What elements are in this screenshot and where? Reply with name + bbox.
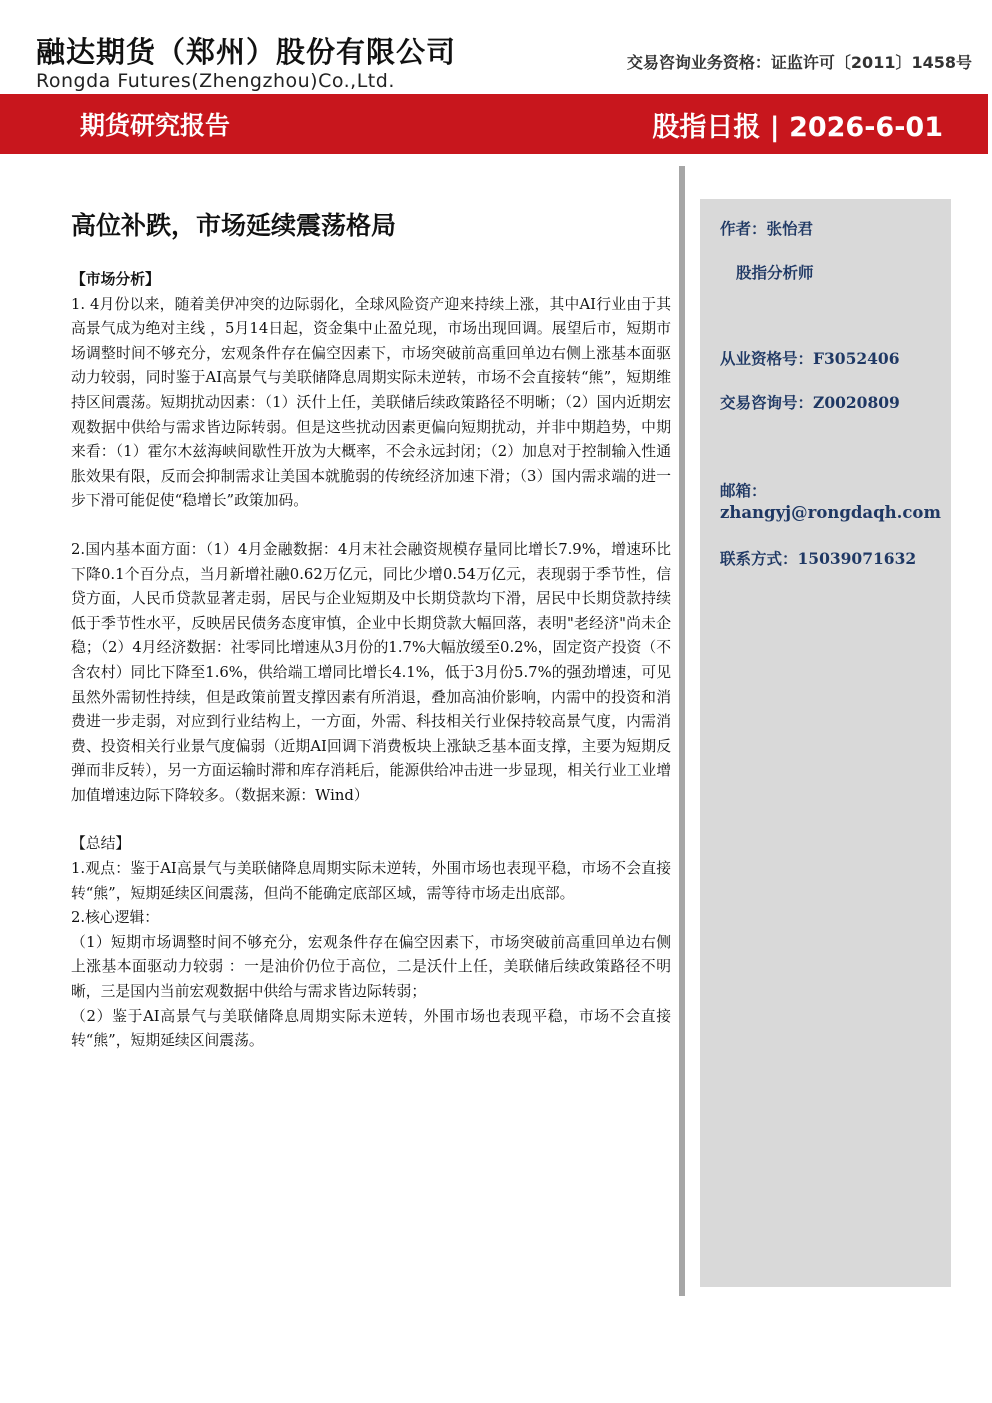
banner-report-date: 股指日报 | 2026-6-01 bbox=[652, 112, 943, 143]
consult-number: 交易咨询号：Z0020809 bbox=[720, 393, 900, 412]
spacer bbox=[71, 514, 671, 538]
spacer bbox=[71, 808, 671, 832]
email-label: 邮箱： bbox=[720, 481, 767, 500]
company-name-en: Rongda Futures(Zhengzhou)Co.,Ltd. bbox=[36, 70, 395, 92]
qualification-number: 从业资格号：F3052406 bbox=[720, 349, 900, 368]
market-analysis-heading: 【市场分析】 bbox=[71, 271, 160, 288]
market-paragraph-2: 2.国内基本面方面：（1）4月金融数据：4月末社会融资规模存量同比增长7.9%，增速环比下降0.1个百分点，当月新增社融0.62万亿元，同比少增0.54万亿元，表现弱于季节性，信贷方面，人民币贷款显著走弱，居民与企业短期及中长期贷款均下滑，居民中长期贷款持续低于季节性水平，反映居民债务态度审慎，企业中长期贷款大幅回落，表明"老经济"尚未企稳；（2）4月经济数据：社零同比增速从3月份的1.7%大幅放缓至0.2%，固定资产投资（不含农村）同比下降至1.6%，供给端工增同比增长4.1%，低于3月份5.7%的强劲增速，可见虽然外需韧性持续，但是政策前置支撑因素有所消退，叠加高油价影响，内需中的投资和消费进一步走弱，对应到行业结构上，一方面，外需、科技相关行业保持较高景气度，内需消费、投资相关行业景气度偏弱（近期AI回调下消费板块上涨缺乏基本面支撑，主要为短期反弹而非反转），另一方面运输时滞和库存消耗后，能源供给冲击进一步显现，相关行业工业增加值增速边际下降较多。（数据来源：Wind） bbox=[71, 540, 671, 804]
banner-category: 期货研究报告 bbox=[80, 111, 231, 140]
logic-point-2: （2）鉴于AI高景气与美联储降息周期实际未逆转，外围市场也表现平稳，市场不会直接转“熊”，短期延续区间震荡。 bbox=[71, 1007, 671, 1050]
author-sidebar bbox=[700, 199, 951, 1287]
logic-point-1: （1）短期市场调整时间不够充分，宏观条件存在偏空因素下，市场突破前高重回单边右侧上涨基本面驱动力较弱 ：一是油价仍位于高位，二是沃什上任，美联储后续政策路径不明晰，三是国内当前宏观数据中供给与需求皆边际转弱； bbox=[71, 933, 671, 1001]
summary-point-1: 1.观点：鉴于AI高景气与美联储降息周期实际未逆转，外围市场也表现平稳，市场不会直接转“熊”，短期延续区间震荡，但尚不能确定底部区域，需等待市场走出底部。 bbox=[71, 860, 671, 902]
email-address[interactable]: zhangyj@rongdaqh.com bbox=[720, 503, 941, 522]
summary-point-2-heading: 2.核心逻辑： bbox=[71, 909, 160, 927]
main-content bbox=[71, 206, 671, 1054]
license-info: 交易咨询业务资格：证监许可〔2011〕1458号 bbox=[626, 53, 972, 72]
contact-phone: 联系方式：15039071632 bbox=[720, 549, 917, 568]
report-title: 高位补跌，市场延续震荡格局 bbox=[71, 211, 397, 240]
market-paragraph-1: 1. 4月份以来，随着美伊冲突的边际弱化，全球风险资产迎来持续上涨，其中AI行业由于其高景气成为绝对主线 ，5月14日起，资金集中止盈兑现，市场出现回调。展望后市，短期市场调整时间不够充分，宏观条件存在偏空因素下，市场突破前高重回单边右侧上涨基本面驱动力较弱，同时鉴于AI高景气与美联储降息周期实际未逆转，市场不会直接转“熊”，短期维持区间震荡。短期扰动因素：（1）沃什上任，美联储后续政策路径不明晰；（2）国内近期宏观数据中供给与需求皆边际转弱。但是这些扰动因素更偏向短期扰动，并非中期趋势，中期来看：（1）霍尔木兹海峡间歇性开放为大概率，不会永远封闭；（2）加息对于控制输入性通胀效果有限，反而会抑制需求让美国本就脆弱的传统经济加速下滑；（3）国内需求端的进一步下滑可能促使“稳增长”政策加码。 bbox=[71, 295, 671, 510]
column-divider bbox=[679, 166, 685, 1296]
author-name: 作者：张怡君 bbox=[720, 219, 814, 238]
report-banner bbox=[0, 94, 988, 154]
author-role: 股指分析师 bbox=[736, 263, 814, 282]
summary-heading: 【总结】 bbox=[71, 835, 131, 853]
company-name-cn: 融达期货（郑州）股份有限公司 bbox=[36, 35, 457, 69]
